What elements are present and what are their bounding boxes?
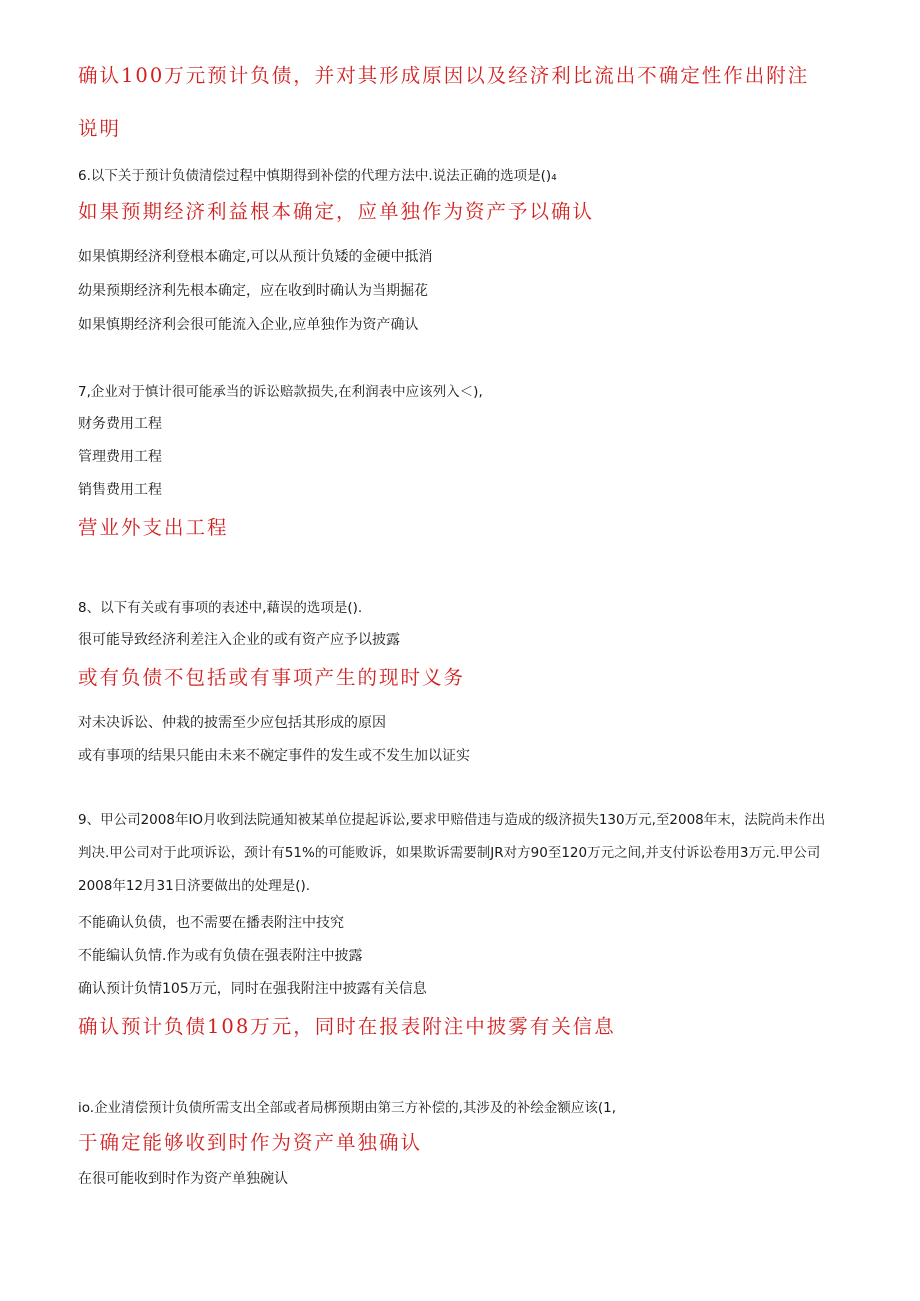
question-8-answer: 或有负债不包括或有事项产生的现时义务 (78, 666, 466, 689)
question-8-option: 对未决诉讼、仲栽的披需至少应包括其形成的原因 (78, 715, 386, 731)
question-7-option: 管理费用工程 (78, 449, 162, 465)
prev-answer-line1: 确认100万元预计负债，并对其形成原因以及经济利比流出不确定性作出附注 (78, 64, 810, 87)
question-7-option: 财务费用工程 (78, 416, 162, 432)
question-6-option: 如果慎期经济利登根本确定,可以从预计负矮的金硬中抵消 (78, 249, 433, 265)
prev-answer-line2: 说明 (78, 117, 122, 140)
question-9-option: 不能编认负情.作为或有负债在强表附注中披露 (78, 948, 363, 964)
question-9-stem-line: 9、甲公司2008年IO月收到法院通知被某单位提起诉讼,要求甲赔借违与造成的级济损失130万元,至2008年末，法院尚未作出 (78, 812, 826, 828)
question-9-option: 确认预计负情105万元，同时在强我附注中披露有关信息 (78, 981, 427, 997)
question-10-answer: 于确定能够收到时作为资产单独确认 (78, 1131, 423, 1154)
question-7-option: 销售费用工程 (78, 482, 162, 498)
question-6-option: 幼果预期经济利先根本确定，应在收到时确认为当期掘花 (78, 283, 428, 299)
question-6-answer: 如果预期经济利益根本确定，应单独作为资产予以确认 (78, 200, 595, 223)
question-9-stem-line: 判决.甲公司对于此项诉讼，颈计有51%的可能败诉，如果欺诉需要制JR对方90至120万元之间,并支付诉讼卷用3万元.甲公司 (78, 845, 821, 861)
question-10-option: 在很可能收到时作为资产单独碗认 (78, 1171, 288, 1187)
question-9-option: 不能确认负债，也不需要在播表附注中技究 (78, 915, 344, 931)
question-9-stem-line: 2008年12月31日济要做出的处理是(). (78, 878, 311, 894)
question-6-option: 如果慎期经济利会很可能流入企业,应单独作为资产确认 (78, 317, 419, 333)
question-6-stem: 6.以下关于预计负债清偿过程中慎期得到补偿的代理方法中.说法正确的选项是()₄ (78, 168, 557, 184)
question-8-option: 很可能导致经济利差注入企业的或有资产应予以披露 (78, 632, 400, 648)
question-9-answer: 确认预计负债108万元，同时在报表附注中披雾有关信息 (78, 1015, 616, 1038)
question-8-stem: 8、以下有关或有事项的表述中,藉误的选项是(). (78, 600, 363, 616)
question-10-stem: io.企业清偿预计负债所需支出全部或者局梆预期由第三方补偿的,其涉及的补绘金额应该(1, (78, 1100, 617, 1116)
question-7-stem: 7,企业对于慎计很可能承当的诉讼赔款损失,在利润表中应该列入＜), (78, 384, 483, 400)
question-7-answer: 营业外支出工程 (78, 516, 229, 539)
question-8-option: 或有事项的结果只能由未来不碗定事件的发生或不发生加以证实 (78, 748, 470, 764)
